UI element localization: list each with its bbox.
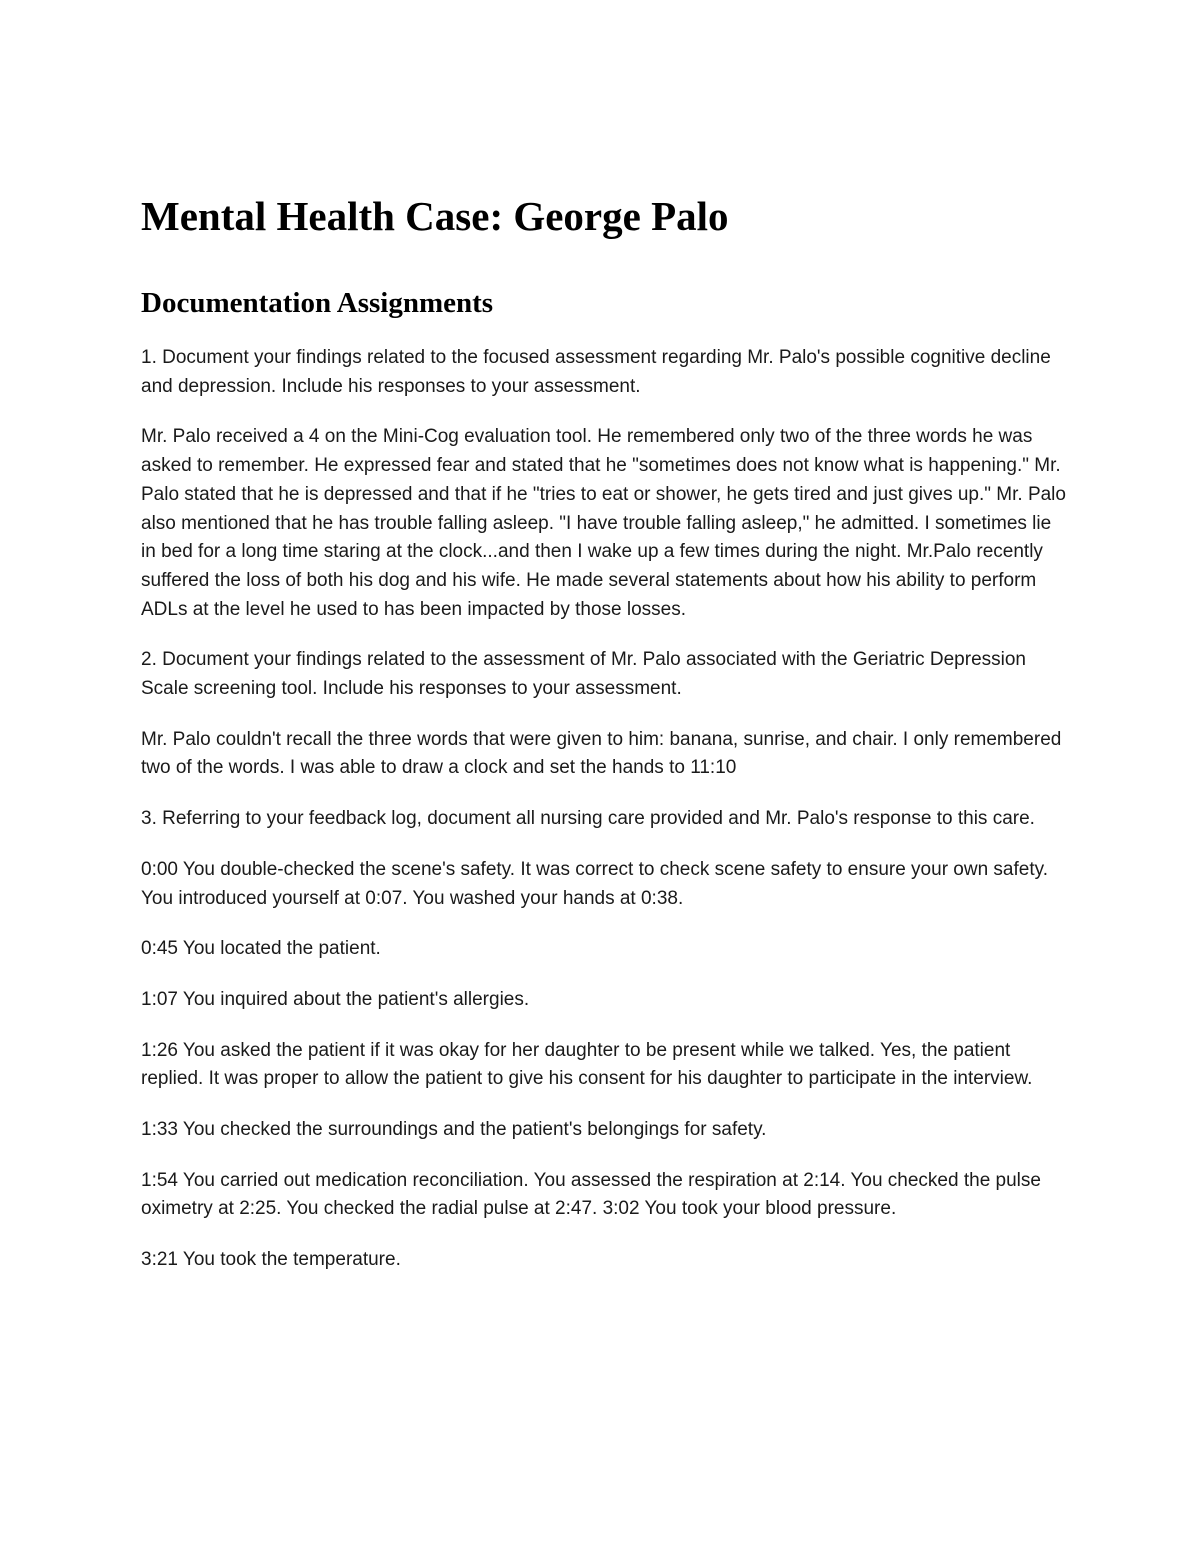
- log-entry-1-07: 1:07 You inquired about the patient's allergies.: [141, 988, 530, 1010]
- log-entry-1-33: 1:33 You checked the surroundings and the patient's belongings for safety.: [141, 1119, 767, 1141]
- document-body: [141, 190, 1066, 1297]
- section-heading: Documentation Assignments: [141, 287, 494, 319]
- paragraph-question-1: 1. Document your findings related to the focused assessment regarding Mr. Palo's possible cognitive decline and depression. Include his responses to your assessment.: [141, 347, 1051, 397]
- log-entry-3-21: 3:21 You took the temperature.: [141, 1249, 401, 1271]
- page-title: Mental Health Case: George Palo: [141, 193, 729, 239]
- log-entry-1-54: 1:54 You carried out medication reconciliation. You assessed the respiration at 2:14. You checked the pulse oximetry at 2:25. You checked the radial pulse at 2:47. 3:02 You took your blood pressure.: [141, 1169, 1041, 1220]
- log-entry-0-00: 0:00 You double-checked the scene's safety. It was correct to check scene safety to ensure your own safety. You introduced yourself at 0:07. You washed your hands at 0:38.: [141, 858, 1048, 909]
- paragraph-answer-2: Mr. Palo couldn't recall the three words that were given to him: banana, sunrise, and chair. I only remembered two of the words. I was able to draw a clock and set the hands to 11:10: [141, 728, 1062, 779]
- paragraph-question-2: 2. Document your findings related to the assessment of Mr. Palo associated with the Geriatric Depression Scale screening tool. Include his responses to your assessment.: [141, 649, 1026, 700]
- paragraph-answer-1: Mr. Palo received a 4 on the Mini-Cog evaluation tool. He remembered only two of the three words he was asked to remember. He expressed fear and stated that he "sometimes does not know what is happening." Mr. Palo stated that he is depressed and that if he "tries to eat or shower, he gets tired and just gives up." Mr. Palo also mentioned that he has trouble falling asleep. "I have trouble falling asleep," he admitted. I sometimes lie in bed for a long time staring at the clock...and then I wake up a few times during the night. Mr.Palo recently suffered the loss of both his dog and his wife. He made several statements about how his ability to perform ADLs at the level he used to has been impacted by those losses.: [141, 426, 1066, 620]
- log-entry-0-45: 0:45 You located the patient.: [141, 938, 381, 960]
- paragraph-question-3: 3. Referring to your feedback log, document all nursing care provided and Mr. Palo's response to this care.: [141, 808, 1035, 830]
- log-entry-1-26: 1:26 You asked the patient if it was okay for her daughter to be present while we talked. Yes, the patient replied. It was proper to allow the patient to give his consent for his daughter to participate in the interview.: [141, 1039, 1033, 1090]
